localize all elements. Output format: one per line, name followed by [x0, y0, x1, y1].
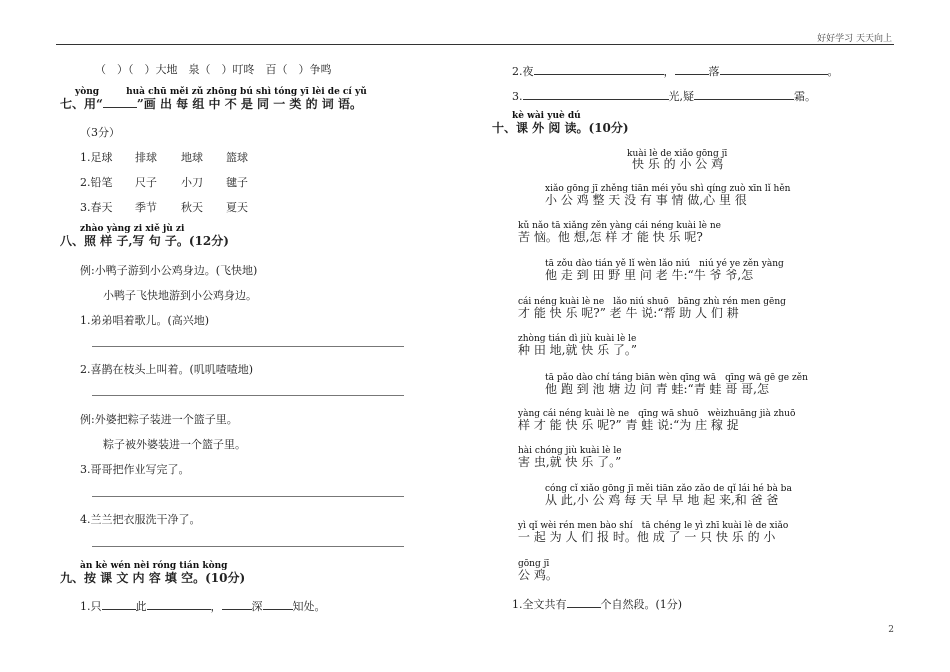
sec8-pinyin: zhào yàng zi xiě jù zi: [80, 224, 185, 234]
sec8-q4: 4.兰兰把衣服洗干净了。: [80, 513, 201, 526]
sec7-row3-w2: 季节: [135, 201, 157, 214]
sec7-title: 七、用“ ”画 出 每 组 中 不 是 同 一 类 的 词 语。: [60, 97, 362, 111]
story-text-line: 苦 恼。他 想,怎 样 才 能 快 乐 呢?: [518, 230, 703, 244]
blank[interactable]: [147, 609, 211, 610]
sec8-example2: 例:外婆把粽子装进一个篮子里。: [80, 413, 238, 426]
sec9-title: 九、按 课 文 内 容 填 空。(10分): [60, 571, 246, 585]
sec8-q4-answer-line[interactable]: [92, 546, 404, 547]
sec9-q2: 2.夜 ， 落 。: [512, 65, 839, 78]
sec10-pinyin: kè wài yuè dú: [512, 111, 581, 121]
sec8-q1: 1.弟弟唱着歌儿。(高兴地): [80, 314, 210, 327]
sec7-score: （3分）: [80, 126, 120, 139]
blank[interactable]: [222, 609, 252, 610]
sec7-row3-w4: 夏天: [226, 201, 248, 214]
sec7-row1-w4: 篮球: [226, 151, 248, 164]
blank[interactable]: [534, 74, 664, 75]
story-pinyin-line: yàng cái néng kuài lè ne qīng wā shuō wèizhuāng jià zhuō: [518, 409, 796, 419]
sec7-row3-w3: 秋天: [181, 201, 203, 214]
story-pinyin-line: gōng jī: [518, 559, 550, 569]
story-pinyin-line: zhòng tián dì jiù kuài lè le: [518, 334, 637, 344]
blank[interactable]: [720, 74, 828, 75]
sec8-example1: 例:小鸭子游到小公鸡身边。(飞快地): [80, 264, 258, 277]
story-title: 快 乐 的 小 公 鸡: [632, 157, 724, 171]
sec8-example2-answer: 粽子被外婆装进一个篮子里。: [103, 438, 246, 451]
story-text-line: 公 鸡。: [518, 568, 558, 582]
blank[interactable]: [263, 609, 293, 610]
story-pinyin-line: xiǎo gōng jī zhěng tiān méi yǒu shì qíng zuò xīn lǐ hěn: [545, 184, 791, 194]
story-text-line: 小 公 鸡 整 天 没 有 事 情 做,心 里 很: [545, 193, 747, 207]
story-pinyin-line: tā pǎo dào chí táng biān wèn qīng wā qīng wā gē ge zěn: [545, 373, 808, 383]
story-pinyin-line: tā zǒu dào tián yě lǐ wèn lǎo niú niú yé ye zěn yàng: [545, 259, 784, 269]
header-motto: 好好学习 天天向上: [817, 34, 892, 44]
sec9-q1: 1.只 此 ， 深 知处。: [80, 600, 326, 613]
blank[interactable]: [675, 74, 709, 75]
sec7-pinyin: yòng huà chū měi zǔ zhōng bú shì tóng yī lèi de cí yǔ: [75, 87, 367, 97]
story-pinyin-line: yì qǐ wèi rén men bào shí tā chéng le yì zhī kuài lè de xiǎo: [518, 521, 789, 531]
story-text-line: 他 跑 到 池 塘 边 问 青 蛙:“青 蛙 哥 哥,怎: [545, 382, 769, 396]
sec8-q3-answer-line[interactable]: [92, 496, 404, 497]
story-text-line: 他 走 到 田 野 里 问 老 牛:“牛 爷 爷,怎: [545, 268, 754, 282]
sec7-row2-w3: 小刀: [181, 176, 203, 189]
story-title-pinyin: kuài lè de xiǎo gōng jī: [627, 149, 728, 159]
page-number: 2: [888, 625, 894, 635]
blank[interactable]: [567, 607, 601, 608]
sec7-row1-w1: 1.足球: [80, 151, 113, 164]
blank[interactable]: [102, 609, 136, 610]
blank[interactable]: [523, 99, 669, 100]
story-text-line: 害 虫,就 快 乐 了。”: [518, 455, 622, 469]
story-text-line: 从 此,小 公 鸡 每 天 早 早 地 起 来,和 爸 爸: [545, 493, 779, 507]
story-text-line: 样 才 能 快 乐 呢?” 青 蛙 说:“为 庄 稼 捉: [518, 418, 739, 432]
story-text-line: 才 能 快 乐 呢?” 老 牛 说:“帮 助 人 们 耕: [518, 306, 739, 320]
story-pinyin-line: cái néng kuài lè ne lǎo niú shuō bāng zhù rén men gēng: [518, 297, 786, 307]
sec10-title: 十、课 外 阅 读。(10分): [492, 121, 629, 135]
story-pinyin-line: kǔ nǎo tā xiǎng zěn yàng cái néng kuài lè ne: [518, 221, 721, 231]
sec8-q1-answer-line[interactable]: [92, 346, 404, 347]
sec8-q2: 2.喜鹊在枝头上叫着。(叽叽喳喳地): [80, 363, 254, 376]
sec7-row2-w4: 毽子: [226, 176, 248, 189]
sec7-row1-w3: 地球: [181, 151, 203, 164]
sec8-q3: 3.哥哥把作业写完了。: [80, 463, 190, 476]
story-pinyin-line: hài chóng jiù kuài lè le: [518, 446, 622, 456]
blank[interactable]: [694, 99, 794, 100]
sec8-example1-answer: 小鸭子飞快地游到小公鸡身边。: [103, 289, 257, 302]
sec9-q3: 3. 光,疑 霜。: [512, 90, 816, 103]
sec7-row3-w1: 3.春天: [80, 201, 113, 214]
story-text-line: 一 起 为 人 们 报 时。他 成 了 一 只 快 乐 的 小: [518, 530, 776, 544]
reading-q1: 1.全文共有 个自然段。(1分): [512, 598, 683, 611]
sec7-row1-w2: 排球: [135, 151, 157, 164]
sec8-title: 八、照 样 子,写 句 子。(12分): [60, 234, 229, 248]
blank-row-top: （ ）（ ）大地 泉（ ）叮咚 百（ ）争鸣: [95, 63, 332, 76]
header-divider: [56, 44, 894, 45]
sec9-pinyin: àn kè wén nèi róng tián kòng: [80, 561, 228, 571]
sec7-row2-w2: 尺子: [135, 176, 157, 189]
story-pinyin-line: cóng cǐ xiǎo gōng jī měi tiān zǎo zǎo de qǐ lái hé bà ba: [545, 484, 792, 494]
sec8-q2-answer-line[interactable]: [92, 395, 404, 396]
story-text-line: 种 田 地,就 快 乐 了。”: [518, 343, 638, 357]
sec7-row2-w1: 2.铅笔: [80, 176, 113, 189]
